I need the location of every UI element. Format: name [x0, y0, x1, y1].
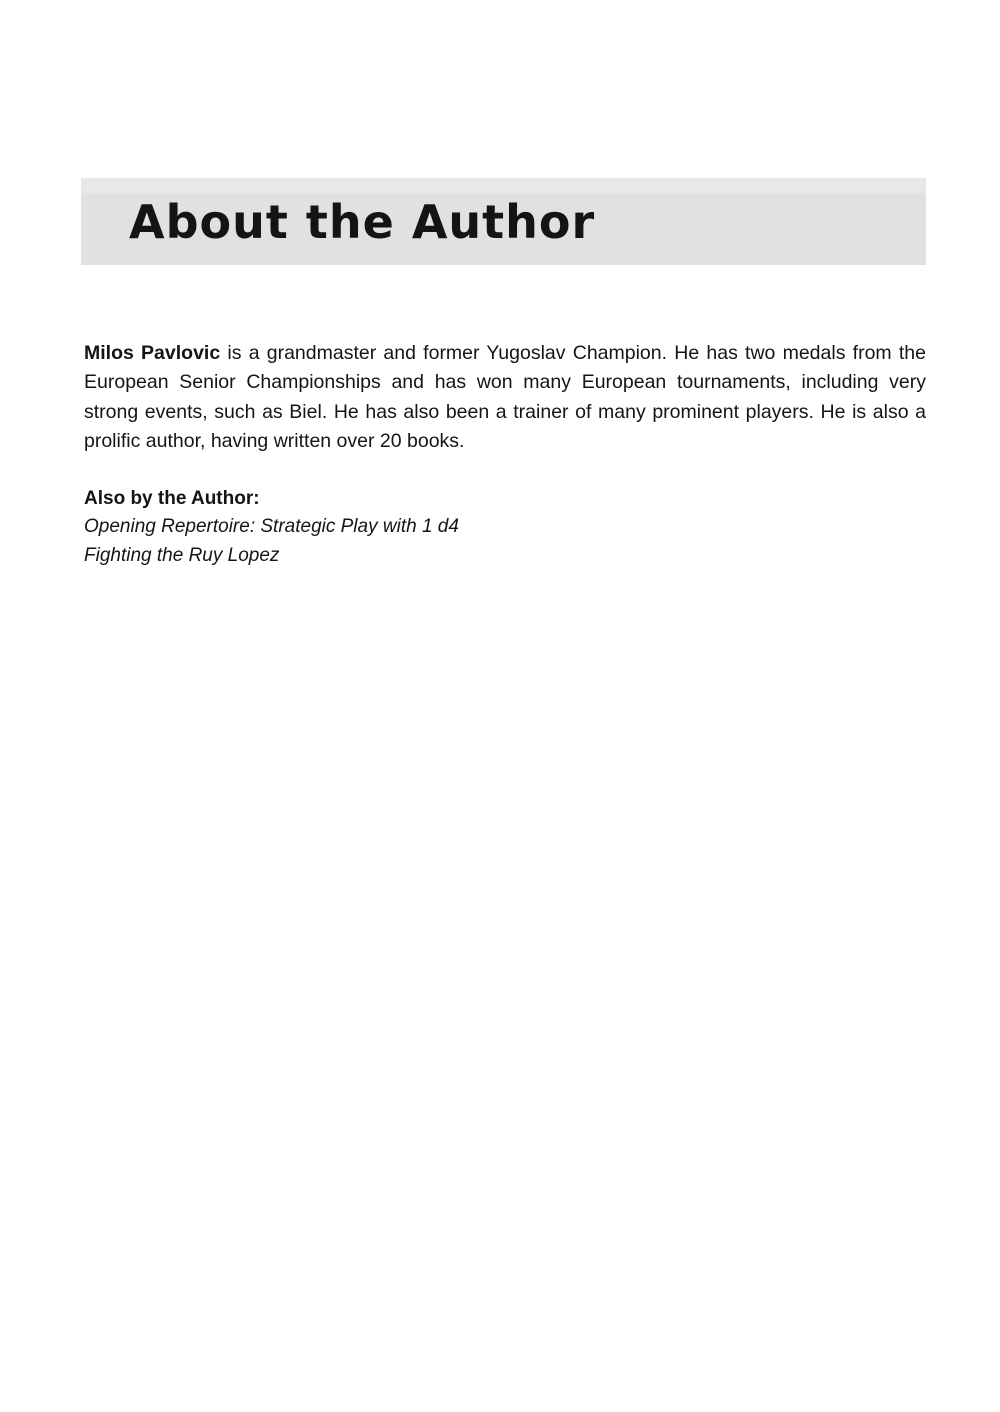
author-name: Milos Pavlovic [84, 342, 221, 364]
also-by-heading: Also by the Author: [84, 488, 260, 509]
author-bio-text: is a grandmaster and former Yugoslav Champion. He has two medals from the European Senior Championships and has won many European tournaments, including very strong events, such as Biel. He has also been a trainer of many prominent players. He is also a prolific author, having written over 20 books. [84, 342, 926, 452]
page-title: About the Author [129, 195, 596, 249]
book-title: Opening Repertoire: Strategic Play with 1 d4 [84, 516, 459, 537]
title-band [81, 178, 926, 265]
book-title: Fighting the Ruy Lopez [84, 544, 280, 566]
book-list [84, 513, 459, 570]
author-bio-paragraph [84, 339, 926, 456]
title-band-top-strip [81, 178, 926, 193]
